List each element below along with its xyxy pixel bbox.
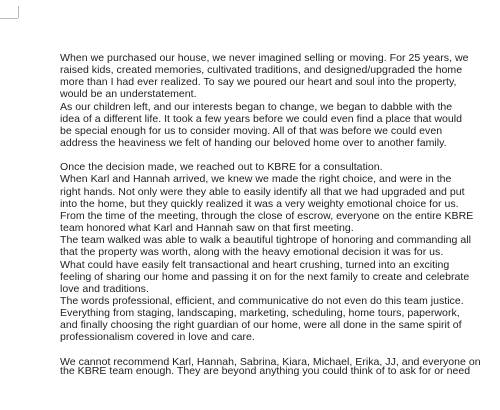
scan-corner-mark	[0, 6, 18, 19]
text-line: Once the decision made, we reached out to KBRE for a consultation.	[60, 161, 383, 174]
text-line: The team walked was able to walk a beautiful tightrope of honoring and commanding all	[60, 234, 471, 247]
text-line: What could have easily felt transactional and heart crushing, turned into an exciting	[60, 258, 450, 271]
text-line: that the property was worth, along with the heavy emotional decision it was for us.	[60, 246, 444, 259]
paragraph-kbre-experience	[60, 161, 496, 343]
letter-body	[60, 52, 496, 380]
text-line: and finally choosing the right guardian of our home, were all done in the same spirit of	[60, 319, 462, 332]
text-line: love and traditions.	[60, 282, 149, 295]
text-line: professionalism covered in love and care.	[60, 331, 255, 344]
text-line: idea of a different life. It took a few years before we could even find a place that would	[60, 112, 463, 125]
text-line: address the heaviness we felt of handing our beloved home over to another family.	[60, 137, 447, 150]
text-line: Everything from staging, landscaping, marketing, scheduling, home tours, paperwork,	[60, 307, 460, 320]
text-line: As our children left, and our interests began to change, we began to dabble with the	[60, 100, 453, 113]
text-line: would be an understatement.	[60, 88, 197, 101]
paragraph-considering-move	[60, 101, 496, 150]
text-line: more than I had ever realized. To say we poured our heart and soul into the property,	[60, 76, 457, 89]
text-line: raised kids, created memories, cultivated traditions, and designed/upgraded the home	[60, 64, 463, 77]
paragraph-recommendation	[60, 356, 496, 380]
text-line: team honored what Karl and Hannah saw on that first meeting.	[60, 222, 354, 235]
text-line: be special enough for us to consider moving. All of that was before we could even	[60, 124, 443, 137]
text-line: From the time of the meeting, through the close of escrow, everyone on the entire KBRE	[60, 209, 474, 222]
text-line: right hands. Not only were they able to easily identify all that we had upgraded and put	[60, 185, 465, 198]
text-line: When we purchased our house, we never imagined selling or moving. For 25 years, we	[60, 52, 469, 64]
text-line: the KBRE team enough. They are beyond anything you could think of to ask for or need	[60, 364, 471, 377]
paragraph-purchase-history	[60, 52, 496, 101]
text-line: into the home, but they quickly realized it was a very weighty emotional choice for us.	[60, 197, 459, 210]
text-line: When Karl and Hannah arrived, we knew we made the right choice, and were in the	[60, 173, 452, 186]
text-line: The words professional, efficient, and communicative do not even do this team justice.	[60, 294, 464, 307]
text-line: We cannot recommend Karl, Hannah, Sabrina, Kiara, Michael, Erika, JJ, and everyone on	[60, 355, 481, 368]
text-line: feeling of sharing our home and passing it on for the next family to create and celebrate	[60, 270, 470, 283]
